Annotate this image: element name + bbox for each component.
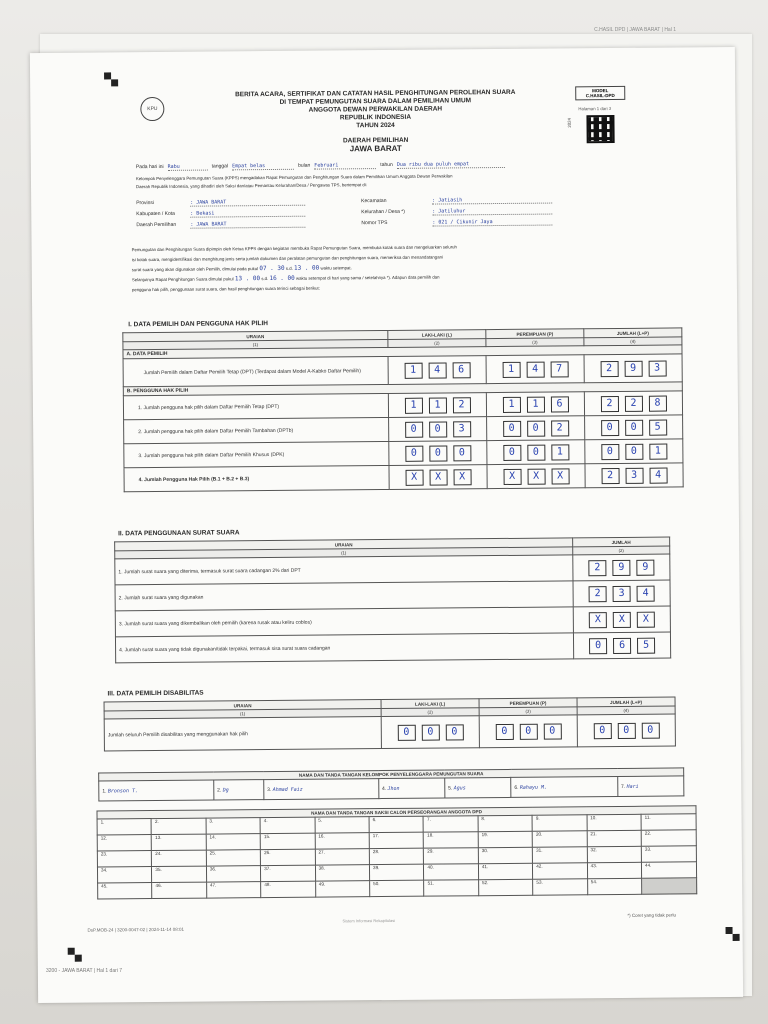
perempuan-cell	[486, 355, 584, 384]
saksi-signature-cell[interactable]: 51.	[424, 880, 479, 896]
digit-box[interactable]: X	[405, 469, 423, 485]
digit-box[interactable]: X	[429, 469, 447, 485]
digit-box[interactable]: 2	[551, 420, 569, 436]
saksi-signature-cell[interactable]: 1.	[97, 819, 152, 835]
saksi-signature-cell[interactable]: 54.	[587, 878, 642, 894]
title-line: BERITA ACARA, SERTIFIKAT DAN CATATAN HASIL PENGHITUNGAN PEROLEHAN SUARA	[235, 88, 516, 99]
laki-cell	[388, 393, 486, 418]
document-title	[210, 89, 541, 155]
kpps-signature-cell[interactable]	[511, 776, 618, 797]
section-3-title: III. DATA PEMILIH DISABILITAS	[107, 689, 204, 698]
digit-box[interactable]: 3	[453, 421, 471, 437]
kpps-signature-cell[interactable]	[99, 780, 214, 801]
kpps-title: NAMA DAN TANDA TANGAN KELOMPOK PENYELENGGARA PEMUNGUTAN SUARA	[99, 768, 684, 781]
intro-line	[136, 160, 646, 171]
saksi-signature-cell[interactable]: 37.	[261, 865, 316, 881]
procedure-line-text: Selanjutnya Rapat Penghitungan Suara dimulai pukul	[131, 276, 234, 283]
saksi-signature-cell[interactable]: 29.	[424, 848, 479, 864]
ballot-usage-table	[114, 537, 671, 664]
jumlah-cell	[573, 580, 670, 607]
saksi-signature-cell[interactable]: 19.	[478, 831, 533, 847]
col-number: (2)	[381, 708, 479, 717]
saksi-signature-cell[interactable]: 17.	[369, 832, 424, 848]
procedure-line: Pemungutan dan Penghitungan Suara dipimpin oleh Ketua KPPS dengan kegiatan membuka Rapat Pemungutan Suara, membuka kotak suara dan mengeluarkan seluruh	[131, 244, 457, 253]
procedure-line-text: surat suara yang akan digunakan oleh Pemilih, dimulai pada pukul	[131, 266, 259, 273]
saksi-signature-cell[interactable]: 46.	[152, 882, 207, 898]
saksi-signature-cell[interactable]: 9.	[532, 815, 587, 831]
col-header: URAIAN	[104, 700, 381, 711]
signer-number: 6.	[514, 784, 519, 791]
digit-box[interactable]: X	[453, 469, 471, 485]
digit-box[interactable]: X	[637, 611, 655, 627]
jumlah-cell	[584, 391, 682, 416]
group-label: A. DATA PEMILIH	[123, 345, 682, 359]
col-number: (2)	[388, 339, 486, 348]
digit-box[interactable]: 5	[649, 419, 667, 435]
signer-number: 4.	[381, 785, 387, 792]
saksi-signature-cell[interactable]: 26.	[261, 849, 316, 865]
col-number: (4)	[584, 337, 682, 346]
col-header: JUMLAH	[573, 537, 670, 547]
digit-box[interactable]: X	[503, 468, 521, 484]
kpps-signature-cell[interactable]	[617, 776, 683, 797]
digit-box[interactable]: 0	[397, 724, 415, 740]
jumlah-cell	[577, 714, 675, 747]
saksi-signature-cell[interactable]: 20.	[532, 831, 587, 847]
perempuan-cell	[479, 715, 577, 748]
digit-box[interactable]: 0	[421, 724, 439, 740]
digit-box[interactable]: 3	[613, 585, 631, 601]
kecamatan-label: Kecamatan	[361, 197, 387, 205]
saksi-signature-cell[interactable]: 3.	[206, 818, 261, 834]
digit-box[interactable]: 2	[624, 395, 642, 411]
month-value: Februari	[314, 162, 376, 170]
digit-box[interactable]: 1	[404, 397, 422, 413]
saksi-signature-cell[interactable]: 5.	[315, 817, 370, 833]
saksi-signature-cell[interactable]: 42.	[533, 863, 588, 879]
provinsi-value: : JAWA BARAT	[190, 199, 305, 207]
top-tag: C.HASIL DPD | JAWA BARAT | Hal 1	[594, 27, 676, 33]
digit-box[interactable]: 4	[637, 585, 655, 601]
corner-marker	[726, 927, 740, 941]
saksi-signature-cell[interactable]: 49.	[315, 881, 370, 897]
jumlah-cell	[585, 463, 683, 488]
table-row	[115, 632, 670, 663]
jumlah-cell	[585, 415, 683, 440]
saksi-signature-cell[interactable]: 34.	[97, 867, 152, 883]
signature: Bronson T.	[107, 787, 139, 794]
saksi-signature-cell[interactable]: 43.	[587, 862, 642, 878]
saksi-signature-cell[interactable]: 14.	[206, 834, 261, 850]
digit-box[interactable]: X	[527, 468, 545, 484]
voter-data-table	[122, 327, 683, 492]
saksi-title: NAMA DAN TANDA TANGAN SAKSI CALON PERSEORANGAN ANGGOTA DPD	[97, 806, 696, 819]
saksi-signature-table	[96, 805, 697, 899]
saksi-signature-cell[interactable]: 48.	[261, 881, 316, 897]
row-label: 3. Jumlah pengguna hak pilih dalam Daftar Pemilih Khusus (DPK)	[124, 441, 389, 467]
procedure-text	[132, 241, 662, 296]
laki-cell	[388, 356, 486, 385]
title-line: REPUBLIK INDONESIA	[339, 113, 412, 122]
corrector-note: *) Coret yang tidak perlu	[627, 912, 676, 918]
signer-number: 3.	[267, 786, 272, 793]
row-label: 1. Jumlah pengguna hak pilih dalam Daftar Pemilih Tetap (DPT)	[123, 393, 388, 419]
digit-box[interactable]: 0	[519, 723, 537, 739]
signature: Hari	[626, 783, 639, 790]
jumlah-cell	[573, 632, 670, 659]
kpps-signature-cell[interactable]	[445, 777, 511, 798]
digit-box[interactable]: 2	[600, 395, 618, 411]
col-number: (3)	[479, 707, 577, 716]
saksi-signature-cell[interactable]: 10.	[587, 814, 642, 830]
signer-number: 7.	[620, 783, 626, 790]
jumlah-cell	[584, 354, 682, 383]
saksi-signature-cell[interactable]: 24.	[152, 850, 207, 866]
kecamatan-value: : Jatiasih	[432, 197, 552, 205]
section-2-title: II. DATA PENGGUNAAN SURAT SUARA	[118, 529, 240, 538]
col-header: JUMLAH (L+P)	[584, 328, 682, 338]
saksi-signature-cell[interactable]: 41.	[478, 863, 533, 879]
saksi-signature-cell[interactable]: 2.	[151, 818, 206, 834]
saksi-signature-cell[interactable]: 13.	[152, 834, 207, 850]
tps-label: Nomor TPS	[361, 219, 388, 227]
month-label: bulan	[298, 162, 311, 169]
title-line: DI TEMPAT PEMUNGUTAN SUARA DALAM PEMILIHAN UMUM	[279, 97, 472, 106]
saksi-signature-cell[interactable]: 11.	[641, 814, 696, 830]
digit-box[interactable]: 4	[649, 467, 667, 483]
digit-box[interactable]: 0	[405, 445, 423, 461]
row-label: 2. Jumlah pengguna hak pilih dalam Daftar Pemilih Tambahan (DPTb)	[124, 417, 389, 443]
col-number: (1)	[123, 339, 388, 349]
perempuan-cell	[487, 440, 585, 465]
kelurahan-value: : Jatiluhur	[432, 208, 552, 216]
kpps-signature-cell[interactable]	[214, 780, 264, 800]
jumlah-cell	[585, 439, 683, 464]
digit-box[interactable]: 3	[625, 467, 643, 483]
digit-box[interactable]: 7	[550, 361, 568, 377]
footer-mid: Sistem Informasi Rekapitulasi	[342, 917, 396, 924]
saksi-signature-cell[interactable]: 39.	[369, 864, 424, 880]
digit-box[interactable]: 0	[589, 638, 607, 654]
digit-box[interactable]: 1	[428, 397, 446, 413]
saksi-signature-cell[interactable]: 7.	[423, 816, 478, 832]
digit-box[interactable]: 0	[601, 443, 619, 459]
signature: Dg	[222, 786, 229, 793]
digit-box[interactable]: 5	[637, 637, 655, 653]
saksi-signature-cell[interactable]: 18.	[424, 832, 479, 848]
row-label: 1. Jumlah surat suara yang diterima, termasuk surat suara cadangan 2% dari DPT	[115, 555, 573, 585]
digit-box[interactable]: 0	[527, 444, 545, 460]
time-sep: s.d.	[261, 276, 269, 282]
saksi-signature-cell[interactable]: 50.	[370, 880, 425, 896]
col-header: JUMLAH (L+P)	[577, 697, 675, 707]
col-number: (1)	[104, 709, 381, 719]
time-sep: s.d.	[285, 265, 293, 271]
digit-box[interactable]: 4	[428, 362, 446, 378]
saksi-signature-cell[interactable]: 8.	[478, 815, 533, 831]
col-header: PEREMPUAN (P)	[486, 329, 584, 339]
day-label: Pada hari ini	[135, 163, 164, 171]
digit-box[interactable]: 0	[527, 420, 545, 436]
digit-box[interactable]: 0	[543, 723, 561, 739]
col-number: (3)	[486, 338, 584, 347]
digit-box[interactable]: 1	[551, 444, 569, 460]
digit-box[interactable]: 2	[601, 467, 619, 483]
jumlah-cell	[573, 606, 670, 633]
digit-box[interactable]: 2	[452, 397, 470, 413]
region-value: JAWA BARAT	[349, 143, 402, 154]
perempuan-cell	[487, 464, 585, 489]
digit-box[interactable]: 0	[405, 421, 423, 437]
saksi-signature-cell[interactable]: 21.	[587, 830, 642, 846]
saksi-signature-cell[interactable]: 6.	[369, 816, 424, 832]
digit-box[interactable]: 4	[526, 361, 544, 377]
row-label: Jumlah Pemilih dalam Daftar Pemilih Tetap (DPT) (Terdapat dalam Model A-Kabko Daftar Pemilih)	[123, 356, 388, 386]
jumlah-cell	[573, 554, 670, 581]
digit-box[interactable]: 0	[625, 419, 643, 435]
sheet-note: Halaman 1 dari 3	[578, 106, 612, 112]
saksi-signature-cell[interactable]: 31.	[533, 847, 588, 863]
time-end: 13 . 00	[293, 264, 320, 272]
digit-box[interactable]: 3	[648, 360, 666, 376]
saksi-signature-cell[interactable]: 30.	[478, 847, 533, 863]
day-value: Rabu	[168, 164, 208, 171]
digit-box[interactable]: 1	[404, 362, 422, 378]
col-number: (1)	[115, 547, 573, 559]
saksi-signature-cell[interactable]: 40.	[424, 864, 479, 880]
title-line: ANGGOTA DEWAN PERWAKILAN DAERAH	[308, 105, 443, 114]
digit-box[interactable]: 2	[600, 360, 618, 376]
digit-box[interactable]: 0	[429, 445, 447, 461]
digit-box[interactable]: 0	[503, 420, 521, 436]
digit-box[interactable]: 9	[612, 559, 630, 575]
digit-box[interactable]: 0	[641, 722, 659, 738]
dapil-value: : JAWA BARAT	[190, 221, 305, 229]
digit-box[interactable]: 0	[601, 419, 619, 435]
saksi-signature-cell[interactable]: 25.	[206, 850, 261, 866]
saksi-signature-cell[interactable]: 36.	[206, 866, 261, 882]
kabupaten-value: : Bekasi	[190, 210, 305, 218]
col-header: LAKI-LAKI (L)	[388, 330, 486, 340]
signer-number: 1.	[102, 787, 107, 794]
digit-box[interactable]: 9	[636, 559, 654, 575]
laki-cell	[381, 716, 479, 749]
signature: Ahmad Faiz	[272, 786, 303, 793]
disability-table	[104, 696, 676, 751]
saksi-signature-cell[interactable]: 45.	[98, 883, 153, 899]
saksi-signature-cell[interactable]: 12.	[97, 835, 152, 851]
saksi-signature-cell[interactable]: 15.	[260, 833, 315, 849]
row-label: 4. Jumlah Pengguna Hak Pilih (B.1 + B.2 + B.3)	[124, 465, 389, 491]
procedure-line: isi kotak suara, mengidentifikasi dan menghitung jenis serta jumlah dokumen dan peralatan pemungutan dan penghitungan suara, memeriksa dan menandatangani	[131, 254, 443, 263]
kpps-signature-cell[interactable]	[264, 779, 379, 800]
digit-box[interactable]: 0	[617, 722, 635, 738]
model-code: C.HASIL-DPD	[585, 92, 615, 99]
col-number: (4)	[577, 706, 675, 715]
digit-box[interactable]: 0	[429, 421, 447, 437]
digit-box[interactable]: 0	[495, 723, 513, 739]
row-label: 4. Jumlah surat suara yang tidak digunakan/tidak terpakai, termasuk sisa surat suara cadangan	[115, 633, 573, 663]
digit-box[interactable]: 0	[625, 443, 643, 459]
time-start: 07 . 30	[259, 264, 285, 273]
signer-number: 5.	[448, 784, 453, 791]
digit-box[interactable]: X	[551, 468, 569, 484]
location-block	[136, 196, 656, 235]
intro-paragraph: Kelompok Penyelenggara Pemungutan Suara (KPPS) mengadakan Rapat Pemungutan dan Penghitungan Suara dalam Pemilihan Umum Anggota Dewan Perwakilan	[135, 173, 453, 182]
digit-box[interactable]: 2	[588, 560, 606, 576]
footer-left: 3200 - JAWA BARAT | Hal 1 dari 7	[46, 968, 123, 974]
saksi-signature-cell[interactable]: 23.	[97, 851, 152, 867]
laki-cell	[389, 441, 487, 466]
saksi-signature-cell[interactable]: 28.	[369, 848, 424, 864]
model-label: MODEL	[592, 88, 609, 94]
col-header: LAKI-LAKI (L)	[381, 699, 479, 709]
digit-box[interactable]: 8	[648, 395, 666, 411]
digit-box[interactable]: 0	[503, 444, 521, 460]
kabupaten-label: Kabupaten / Kota	[136, 210, 175, 218]
saksi-signature-cell[interactable]: 4.	[260, 817, 315, 833]
col-header: PEREMPUAN (P)	[479, 698, 577, 708]
corner-marker	[68, 948, 82, 962]
saksi-signature-cell[interactable]: 16.	[315, 833, 370, 849]
time-start: 13 . 00	[234, 275, 261, 283]
digit-box[interactable]: 6	[452, 362, 470, 378]
digit-box[interactable]: 0	[593, 723, 611, 739]
digit-box[interactable]: 0	[445, 724, 463, 740]
laki-cell	[389, 465, 487, 490]
year-side: 2024	[566, 118, 572, 128]
procedure-line-text: waktu setempat di hari yang sama / setelahnya *). Adapun data pemilih dan	[295, 274, 440, 281]
digit-box[interactable]: 2	[589, 586, 607, 602]
row-label: 3. Jumlah surat suara yang dikembalikan oleh pemilih (karena rusak atau keliru coblos)	[115, 607, 573, 637]
signer-number: 2.	[217, 786, 222, 793]
model-box	[575, 86, 625, 100]
saksi-signature-cell[interactable]: 38.	[315, 865, 370, 881]
saksi-signature-cell[interactable]: 47.	[206, 882, 261, 898]
corner-marker	[104, 72, 118, 86]
kpps-signature-row	[99, 776, 684, 801]
table-row	[124, 463, 683, 492]
region-label: DAERAH PEMILIHAN	[342, 136, 409, 145]
qr-code-icon	[586, 115, 614, 143]
kpu-logo-icon: KPU	[140, 97, 164, 121]
row-label: 2. Jumlah surat suara yang digunakan	[115, 581, 573, 611]
signature: Agus	[453, 784, 466, 791]
digit-box[interactable]: 6	[550, 396, 568, 412]
digit-box[interactable]: 9	[624, 360, 642, 376]
time-end: 16 . 00	[269, 274, 295, 283]
kpps-signature-table	[98, 767, 684, 801]
dapil-label: Daerah Pemilihan	[136, 221, 177, 229]
table-row	[104, 714, 675, 751]
procedure-line-text: waktu setempat.	[320, 265, 352, 271]
saksi-signature-cell[interactable]: 27.	[315, 849, 370, 865]
digit-box[interactable]: 1	[502, 361, 520, 377]
digit-box[interactable]: X	[613, 611, 631, 627]
date-label: tanggal	[211, 163, 229, 170]
row-label: Jumlah seluruh Pemilih disabilitas yang menggunakan hak pilih	[104, 717, 381, 751]
saksi-signature-cell[interactable]: 35.	[152, 866, 207, 882]
laki-cell	[389, 417, 487, 442]
digit-box[interactable]: 1	[526, 396, 544, 412]
provinsi-label: Provinsi	[136, 200, 155, 207]
kelurahan-label: Kelurahan / Desa *)	[361, 208, 405, 216]
procedure-line: pengguna hak pilih, penggunaan surat suara, dan hasil penghitungan suara terinci sebagai berikut:	[131, 285, 320, 293]
saksi-signature-cell[interactable]: 32.	[587, 846, 642, 862]
saksi-signature-cell[interactable]: 53.	[533, 879, 588, 895]
digit-box[interactable]: 0	[453, 445, 471, 461]
col-header: URAIAN	[123, 330, 388, 341]
kpps-signature-cell[interactable]	[378, 778, 444, 799]
section-1-title: I. DATA PEMILIH DAN PENGGUNA HAK PILIH	[128, 320, 269, 329]
digit-box[interactable]: X	[589, 612, 607, 628]
year-value: Dua ribu dua puluh empat	[397, 161, 505, 169]
year-label: tahun	[380, 161, 393, 169]
tps-value: : 021 / Cikunir Jaya	[432, 219, 552, 227]
perempuan-cell	[487, 416, 585, 441]
col-header: URAIAN	[115, 538, 573, 551]
signature: Rahayu M.	[519, 784, 548, 791]
saksi-signature-cell[interactable]: 22.	[641, 830, 696, 846]
date-value: Empat belas	[232, 163, 294, 171]
group-label: B. PENGGUNA HAK PILIH	[123, 382, 682, 396]
signature: Jhon	[387, 785, 400, 792]
perempuan-cell	[486, 392, 584, 417]
digit-box[interactable]: 6	[613, 637, 631, 653]
digit-box[interactable]: 1	[649, 443, 667, 459]
intro-paragraph: Daerah Republik Indonesia, yang dihadiri oleh Saksi dan/atau Pemantau Kelurahan/Desa / Pengawas TPS, bertempat di:	[136, 182, 367, 190]
saksi-signature-cell[interactable]	[642, 878, 697, 894]
col-number: (2)	[573, 546, 670, 555]
footer-code: DsP.MOB-24 | 3200-0047-02 | 2024-11-14 08:01	[87, 926, 185, 933]
saksi-signature-cell[interactable]: 33.	[641, 846, 696, 862]
title-line: TAHUN 2024	[356, 121, 395, 130]
digit-box[interactable]: 1	[502, 396, 520, 412]
saksi-signature-cell[interactable]: 44.	[642, 862, 697, 878]
saksi-signature-cell[interactable]: 52.	[478, 879, 533, 895]
document-sheet	[30, 47, 743, 1003]
